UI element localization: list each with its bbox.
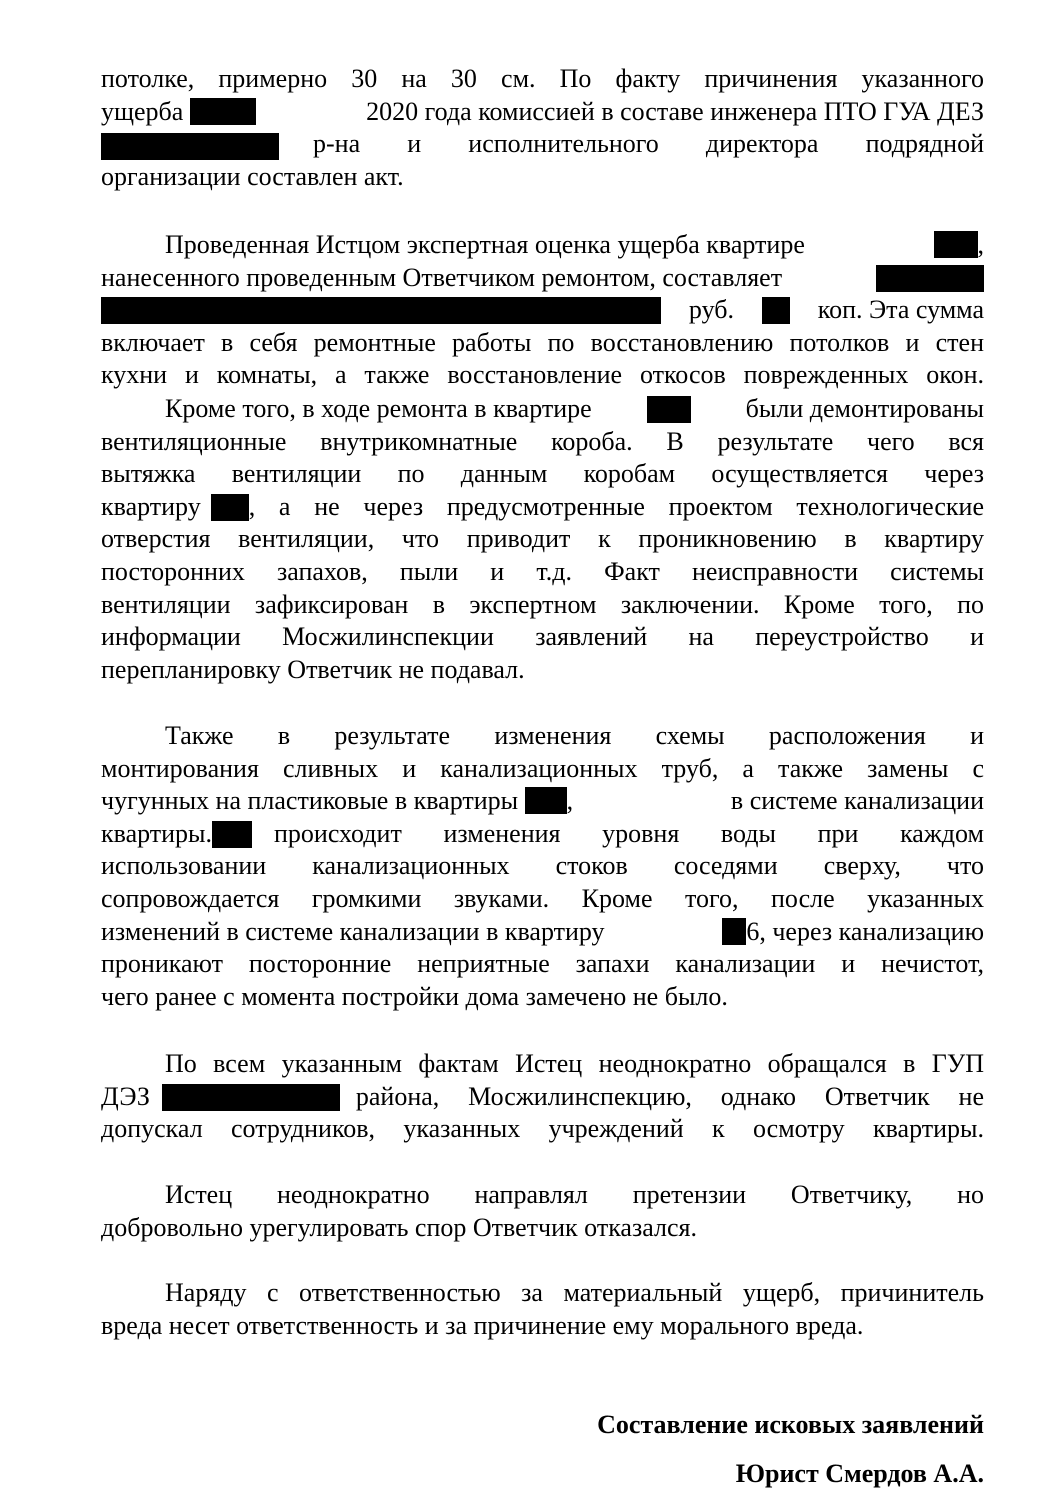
text-fragment: ДЭЗ bbox=[101, 1081, 150, 1111]
text-line: допускал сотрудников, указанных учреждений к осмотру квартиры. bbox=[101, 1114, 984, 1144]
text-fragment: Проведенная Истцом экспертная оценка ущерба квартире bbox=[165, 230, 805, 259]
text-fragment: 2020 года комиссией в составе инженера ПТО ГУА ДЕЗ bbox=[366, 96, 984, 126]
text-fragment: 6, через канализацию bbox=[722, 916, 984, 949]
signature-line-2: Юрист Смердов А.А. bbox=[735, 1459, 984, 1488]
text-line: Также в результате изменения схемы расположения и bbox=[165, 721, 984, 750]
text-line: По всем указанным фактам Истец неоднократно обращался в ГУП bbox=[165, 1049, 984, 1078]
redaction bbox=[934, 231, 978, 258]
text-line bbox=[101, 491, 984, 524]
redaction bbox=[162, 1084, 340, 1111]
paragraph-3 bbox=[101, 393, 984, 686]
text-fragment: р-на и исполнительного директора подрядной bbox=[313, 129, 984, 159]
paragraph-7 bbox=[101, 1277, 984, 1342]
text-line bbox=[101, 229, 984, 262]
text-line: перепланировку Ответчик не подавал. bbox=[101, 654, 525, 684]
signature-line-1: Составление исковых заявлений bbox=[597, 1410, 984, 1439]
text-fragment: происходит изменения уровня воды при каждом bbox=[274, 818, 984, 848]
redaction bbox=[762, 297, 790, 324]
text-fragment: Кроме того, в ходе ремонта в квартире bbox=[165, 394, 592, 423]
redaction bbox=[876, 265, 984, 292]
text-fragment: нанесенного проведенным Ответчиком ремонтом, составляет bbox=[101, 262, 783, 292]
text-line: вытяжка вентиляции по данным коробам осуществляется через bbox=[101, 459, 984, 489]
text-line: чего ранее с момента постройки дома замечено не было. bbox=[101, 981, 728, 1011]
text-line bbox=[101, 916, 984, 949]
text-line: отверстия вентиляции, что приводит к проникновению в квартиру bbox=[101, 524, 984, 554]
text-fragment: коп. Эта сумма bbox=[817, 295, 984, 325]
text-line: кухни и комнаты, а также восстановление откосов поврежденных окон. bbox=[101, 360, 984, 390]
text-fragment: были демонтированы bbox=[745, 394, 984, 423]
redaction bbox=[525, 787, 567, 814]
paragraph-5 bbox=[101, 1048, 984, 1146]
text-fragment: ущерба bbox=[101, 96, 256, 129]
text-line: потолке, примерно 30 на 30 см. По факту причинения указанного bbox=[101, 64, 984, 93]
text-line: вентиляционные внутрикомнатные короба. В результате чего вся bbox=[101, 426, 984, 456]
text-line bbox=[101, 818, 984, 851]
redaction bbox=[101, 297, 661, 324]
text-line: вентиляции зафиксирован в экспертном заключении. Кроме того, по bbox=[101, 589, 984, 619]
text-line: сопровождается громкими звуками. Кроме того, после указанных bbox=[101, 883, 984, 913]
text-line: организации составлен акт. bbox=[101, 161, 404, 191]
text-line: вреда несет ответственность и за причинение ему морального вреда. bbox=[101, 1310, 864, 1340]
text-line: включает в себя ремонтные работы по восстановлению потолков и стен bbox=[101, 327, 984, 357]
paragraph-4 bbox=[101, 720, 984, 1013]
text-fragment: , bbox=[934, 229, 985, 262]
redaction bbox=[190, 98, 256, 125]
text-line bbox=[101, 785, 984, 818]
text-fragment: квартиры. bbox=[101, 818, 213, 848]
text-line: использовании канализационных стоков соседями сверху, что bbox=[101, 851, 984, 881]
paragraph-1 bbox=[101, 63, 984, 193]
text-fragment: изменений в системе канализации в квартиру bbox=[101, 916, 605, 946]
text-line: проникают посторонние неприятные запахи канализации и нечистот, bbox=[101, 949, 984, 979]
paragraph-2 bbox=[101, 229, 984, 392]
redaction bbox=[101, 133, 279, 160]
text-line: информации Мосжилинспекции заявлений на переустройство и bbox=[101, 622, 984, 652]
text-fragment: , а не через предусмотренные проектом технологические bbox=[248, 491, 984, 521]
redaction bbox=[722, 918, 746, 945]
text-fragment: руб. bbox=[688, 295, 734, 325]
text-line bbox=[101, 393, 984, 426]
text-line bbox=[101, 294, 984, 327]
text-fragment: квартиру bbox=[101, 491, 201, 521]
text-fragment: района, Мосжилинспекцию, однако Ответчик не bbox=[355, 1081, 984, 1111]
text-line bbox=[101, 262, 984, 295]
text-line: Наряду с ответственностью за материальный ущерб, причинитель bbox=[165, 1278, 984, 1307]
redaction bbox=[212, 821, 252, 848]
paragraph-6 bbox=[101, 1179, 984, 1244]
text-line bbox=[101, 1081, 984, 1114]
text-fragment: чугунных на пластиковые в квартиры , bbox=[101, 786, 574, 816]
text-line bbox=[101, 96, 984, 129]
text-line bbox=[101, 128, 984, 161]
text-line: Истец неоднократно направлял претензии Ответчику, но bbox=[165, 1180, 984, 1209]
text-fragment: в системе канализации bbox=[730, 786, 984, 816]
text-line: добровольно урегулировать спор Ответчик отказался. bbox=[101, 1212, 697, 1242]
redaction bbox=[211, 494, 249, 521]
text-line: посторонних запахов, пыли и т.д. Факт неисправности системы bbox=[101, 556, 984, 586]
text-line: монтирования сливных и канализационных труб, а также замены с bbox=[101, 753, 984, 783]
redaction bbox=[647, 396, 691, 423]
